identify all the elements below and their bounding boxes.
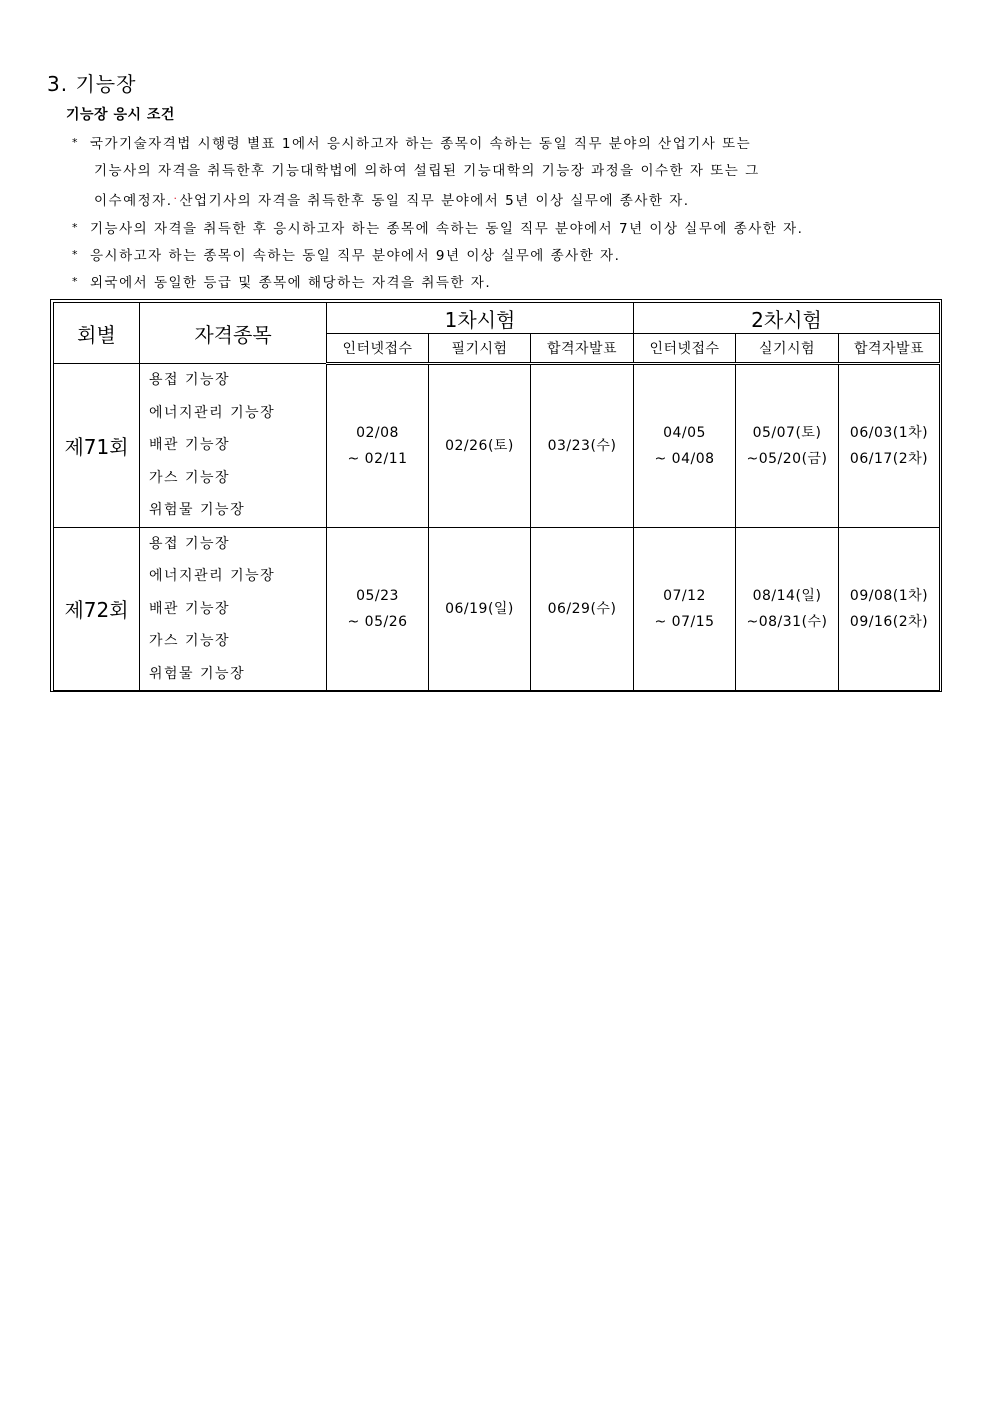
item-label: 배관 기능장 xyxy=(149,600,231,617)
second-result-cell xyxy=(839,527,940,691)
second-practical-cell xyxy=(736,527,839,691)
date-end: ~ 04/08 xyxy=(654,450,715,467)
condition-4 xyxy=(72,271,491,291)
header-second-exam: 2차시험 xyxy=(634,303,940,334)
header-first-exam: 1차시험 xyxy=(327,303,634,334)
first-apply-cell xyxy=(327,364,429,528)
date-start: 02/08 xyxy=(356,424,399,441)
header-first-result: 합격자발표 xyxy=(531,334,634,364)
second-practical-cell xyxy=(736,364,839,528)
item-label: 위험물 기능장 xyxy=(149,665,246,682)
item-label: 용접 기능장 xyxy=(149,372,231,388)
condition-text: 응시하고자 하는 종목이 속하는 동일 직무 분야에서 9년 이상 실무에 종사한 자. xyxy=(90,248,621,264)
condition-2 xyxy=(72,217,803,237)
dot-icon: · xyxy=(173,192,179,205)
result-second: 06/17(2차) xyxy=(849,450,929,467)
header-first-apply: 인터넷접수 xyxy=(327,334,429,364)
date-end: ~05/20(금) xyxy=(746,450,828,467)
first-result-cell: 06/29(수) xyxy=(531,527,634,691)
items-cell xyxy=(140,527,327,691)
first-result-cell: 03/23(수) xyxy=(531,364,634,528)
date-end: ~08/31(수) xyxy=(746,613,828,630)
date-start: 05/07(토) xyxy=(752,424,822,441)
header-second-apply: 인터넷접수 xyxy=(634,334,736,364)
condition-text: 외국에서 동일한 등급 및 종목에 해당하는 자격을 취득한 자. xyxy=(90,275,492,291)
item-label: 용접 기능장 xyxy=(149,535,231,552)
condition-text: 기능사의 자격을 취득한 후 응시하고자 하는 종목에 속하는 동일 직무 분야에서 7년 이상 실무에 종사한 자. xyxy=(90,221,804,237)
condition-1-line-3 xyxy=(94,189,690,209)
bullet-icon: * xyxy=(72,221,79,234)
item-label: 배관 기능장 xyxy=(149,437,231,453)
bullet-icon: * xyxy=(72,248,79,261)
result-first: 06/03(1차) xyxy=(849,424,929,441)
item-label: 위험물 기능장 xyxy=(149,502,246,518)
condition-1-line-1 xyxy=(72,132,751,152)
item-label: 가스 기능장 xyxy=(149,633,231,649)
date-end: ~ 07/15 xyxy=(654,613,715,630)
item-label: 에너지관리 기능장 xyxy=(149,568,276,584)
date-end: ~ 05/26 xyxy=(347,613,408,630)
bullet-icon: * xyxy=(72,275,79,288)
date-start: 05/23 xyxy=(356,587,399,604)
round-cell: 제71회 xyxy=(54,364,140,528)
exam-schedule-table xyxy=(53,302,940,691)
items-cell xyxy=(140,364,327,528)
item-label: 가스 기능장 xyxy=(149,469,231,486)
header-items: 자격종목 xyxy=(140,303,327,364)
condition-text: 산업기사의 자격을 취득한후 동일 직무 분야에서 5년 이상 실무에 종사한 자. xyxy=(179,193,690,209)
section-title: 3. 기능장 xyxy=(47,72,137,96)
date-end: ~ 02/11 xyxy=(347,450,408,467)
second-apply-cell xyxy=(634,527,736,691)
table-row xyxy=(54,527,940,691)
second-result-cell xyxy=(839,364,940,528)
result-second: 09/16(2차) xyxy=(849,613,929,630)
item-label: 에너지관리 기능장 xyxy=(149,404,276,421)
second-apply-cell xyxy=(634,364,736,528)
condition-3 xyxy=(72,244,620,264)
condition-text: 이수예정자. xyxy=(94,193,173,209)
first-written-cell: 06/19(일) xyxy=(429,527,531,691)
header-second-practical: 실기시험 xyxy=(736,334,839,364)
first-apply-cell xyxy=(327,527,429,691)
condition-1-line-2: 기능사의 자격을 취득한후 기능대학법에 의하여 설립된 기능대학의 기능장 과정을 이수한 자 또는 그 xyxy=(94,163,760,179)
date-start: 04/05 xyxy=(663,424,706,441)
conditions-heading: 기능장 응시 조건 xyxy=(66,107,175,123)
table-row xyxy=(54,364,940,528)
header-round: 회별 xyxy=(54,303,140,364)
date-start: 08/14(일) xyxy=(752,587,822,604)
result-first: 09/08(1차) xyxy=(849,587,929,604)
round-cell: 제72회 xyxy=(54,527,140,691)
date-start: 07/12 xyxy=(663,587,706,604)
bullet-icon: * xyxy=(72,136,79,149)
condition-text: 국가기술자격법 시행령 별표 1에서 응시하고자 하는 종목이 속하는 동일 직무 분야의 산업기사 또는 xyxy=(90,136,752,152)
header-first-written: 필기시험 xyxy=(429,334,531,364)
first-written-cell: 02/26(토) xyxy=(429,364,531,528)
header-second-result: 합격자발표 xyxy=(839,334,940,364)
